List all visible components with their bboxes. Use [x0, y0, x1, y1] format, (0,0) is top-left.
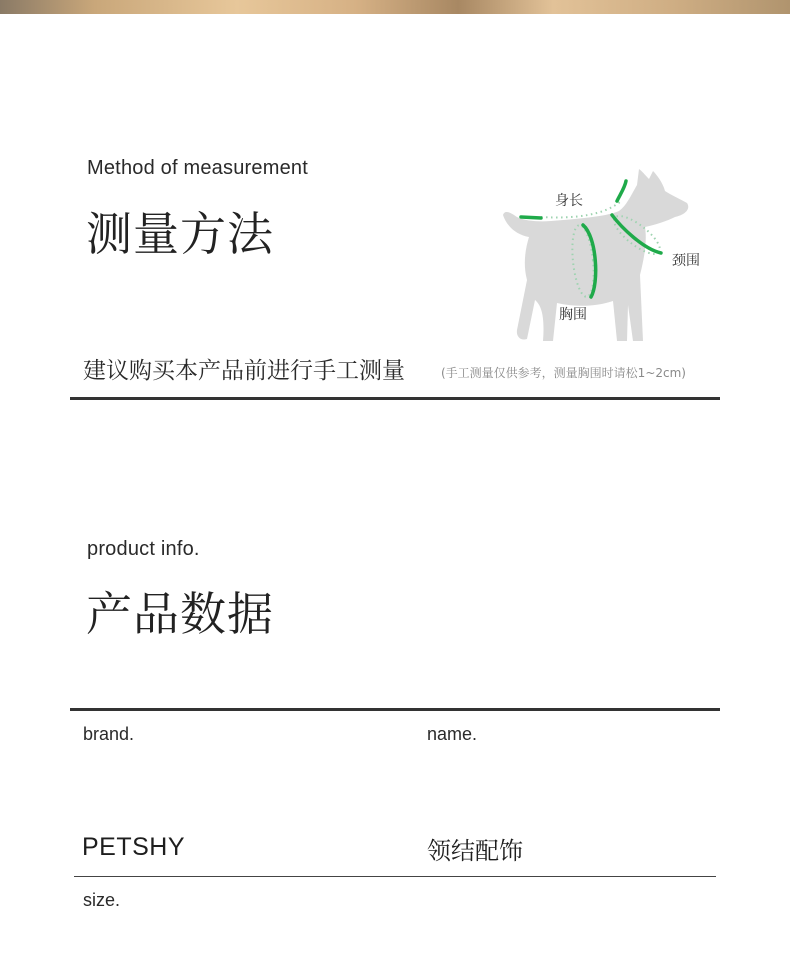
- product-zh-heading: 产品数据: [86, 587, 274, 641]
- brand-label: brand.: [83, 724, 135, 744]
- product-en-heading: product info.: [87, 538, 200, 560]
- name-label: name.: [427, 724, 478, 744]
- product-table-top-border: [70, 708, 720, 711]
- chest-girth-label: 胸围: [559, 307, 587, 323]
- name-value: 领结配饰: [427, 837, 523, 865]
- measurement-advice: 建议购买本产品前进行手工测量: [83, 358, 405, 384]
- dog-measurement-diagram: [495, 165, 710, 350]
- size-label: size.: [83, 890, 121, 910]
- top-photo-strip: [0, 0, 790, 14]
- measurement-zh-heading: 测量方法: [86, 207, 274, 261]
- section-divider: [70, 397, 720, 400]
- body-length-label: 身长: [555, 193, 583, 209]
- product-row-divider: [74, 876, 716, 877]
- neck-girth-label: 颈围: [672, 253, 700, 269]
- brand-value: PETSHY: [82, 833, 186, 861]
- measurement-advice-note: (手工测量仅供参考，测量胸围时请松1~2cm): [441, 366, 686, 380]
- measurement-en-heading: Method of measurement: [87, 157, 308, 179]
